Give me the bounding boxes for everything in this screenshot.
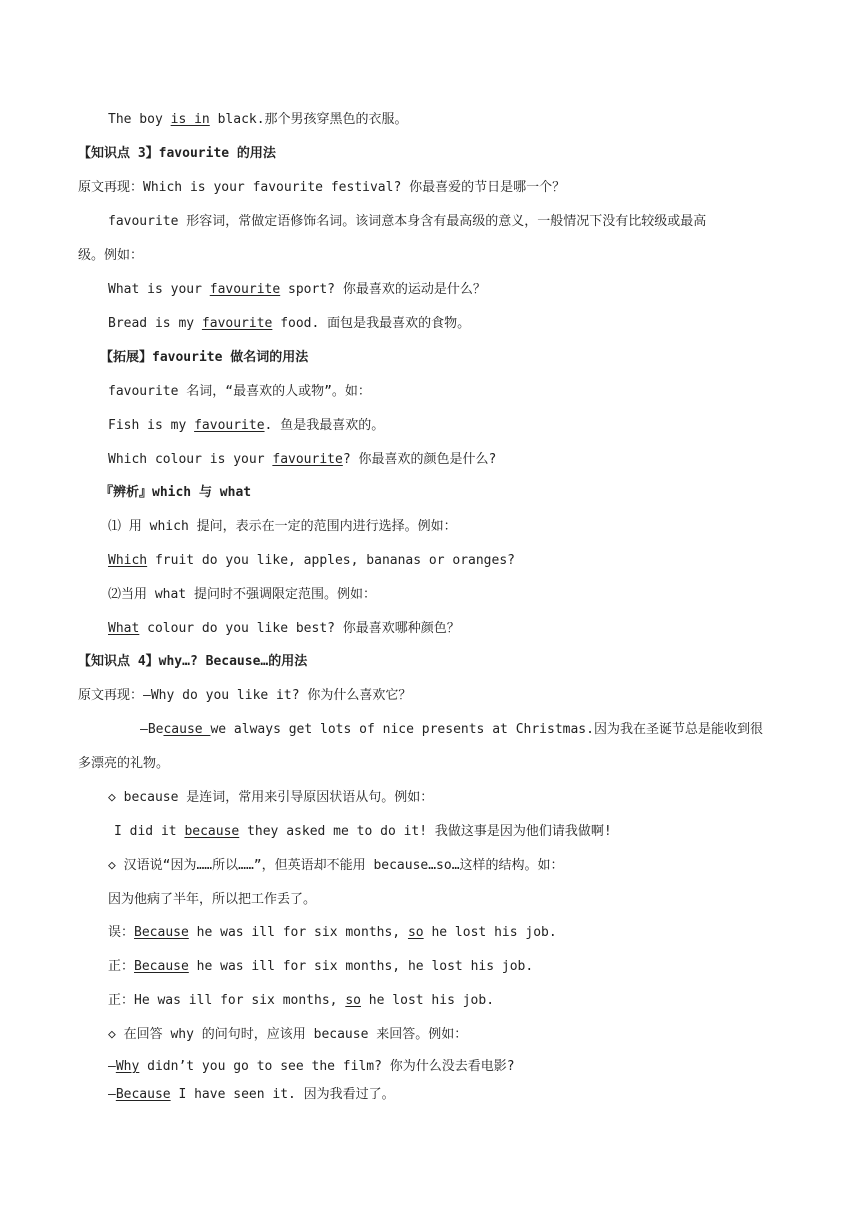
original-answer-line-2: 多漂亮的礼物。 [78,756,170,771]
example-line-did-it: I did it because they asked me to do it! 我做这事是因为他们请我做啊! [114,824,612,839]
example-line-colour: Which colour is your favourite? 你最喜欢的颜色是什么? [108,452,497,467]
because-rule: ◇ because 是连词，常用来引导原因状语从句。例如： [108,790,434,805]
example-line-boy: The boy is in black.那个男孩穿黑色的衣服。 [108,112,408,127]
noun-explanation: favourite 名词，“最喜欢的人或物”。如： [108,384,371,399]
example-line-fruit: Which fruit do you like, apples, bananas or oranges? [108,553,515,568]
example-line-bread: Bread is my favourite food. 面包是我最喜欢的食物。 [108,316,471,331]
explanation-line-1: favourite 形容词，常做定语修饰名词。该词意本身含有最高级的意义，一般情况下没有比较级或最高 [108,214,707,229]
which-rule: ⑴ 用 which 提问，表示在一定的范围内进行选择。例如： [108,519,457,534]
chinese-example: 因为他病了半年，所以把工作丢了。 [108,892,317,907]
wrong-example: 误：Because he was ill for six months, so he lost his job. [108,925,557,940]
example-line-fish: Fish is my favourite. 鱼是我最喜欢的。 [108,418,385,433]
original-text-4: 原文再现：—Why do you like it? 你为什么喜欢它？ [78,688,412,703]
original-text-3: 原文再现：Which is your favourite festival? 你最喜爱的节日是哪一个？ [78,180,566,195]
example-line-sport: What is your favourite sport? 你最喜欢的运动是什么？ [108,282,486,297]
dialog-answer: —Because I have seen it. 因为我看过了。 [108,1087,395,1102]
section-heading-3: 【知识点 3】favourite 的用法 [78,146,276,161]
correct-example-1: 正：Because he was ill for six months, he lost his job. [108,959,534,974]
what-rule: ⑵当用 what 提问时不强调限定范围。例如： [108,587,376,602]
extension-heading: 【拓展】favourite 做名词的用法 [100,350,309,365]
explanation-line-2: 级。例如： [78,248,144,263]
dialog-question: —Why didn’t you go to see the film? 你为什么没去看电影? [108,1059,515,1074]
because-so-rule: ◇ 汉语说“因为……所以……”，但英语却不能用 because…so…这样的结构。如： [108,858,564,873]
correct-example-2: 正：He was ill for six months, so he lost his job. [108,993,495,1008]
analysis-heading: 『辨析』which 与 what [100,485,252,500]
section-heading-4: 【知识点 4】why…? Because…的用法 [78,654,308,669]
why-answer-rule: ◇ 在回答 why 的问句时，应该用 because 来回答。例如： [108,1027,468,1042]
original-answer-line-1: —Because we always get lots of nice presents at Christmas.因为我在圣诞节总是能收到很 [140,722,763,737]
example-line-what-colour: What colour do you like best? 你最喜欢哪种颜色？ [108,621,460,636]
